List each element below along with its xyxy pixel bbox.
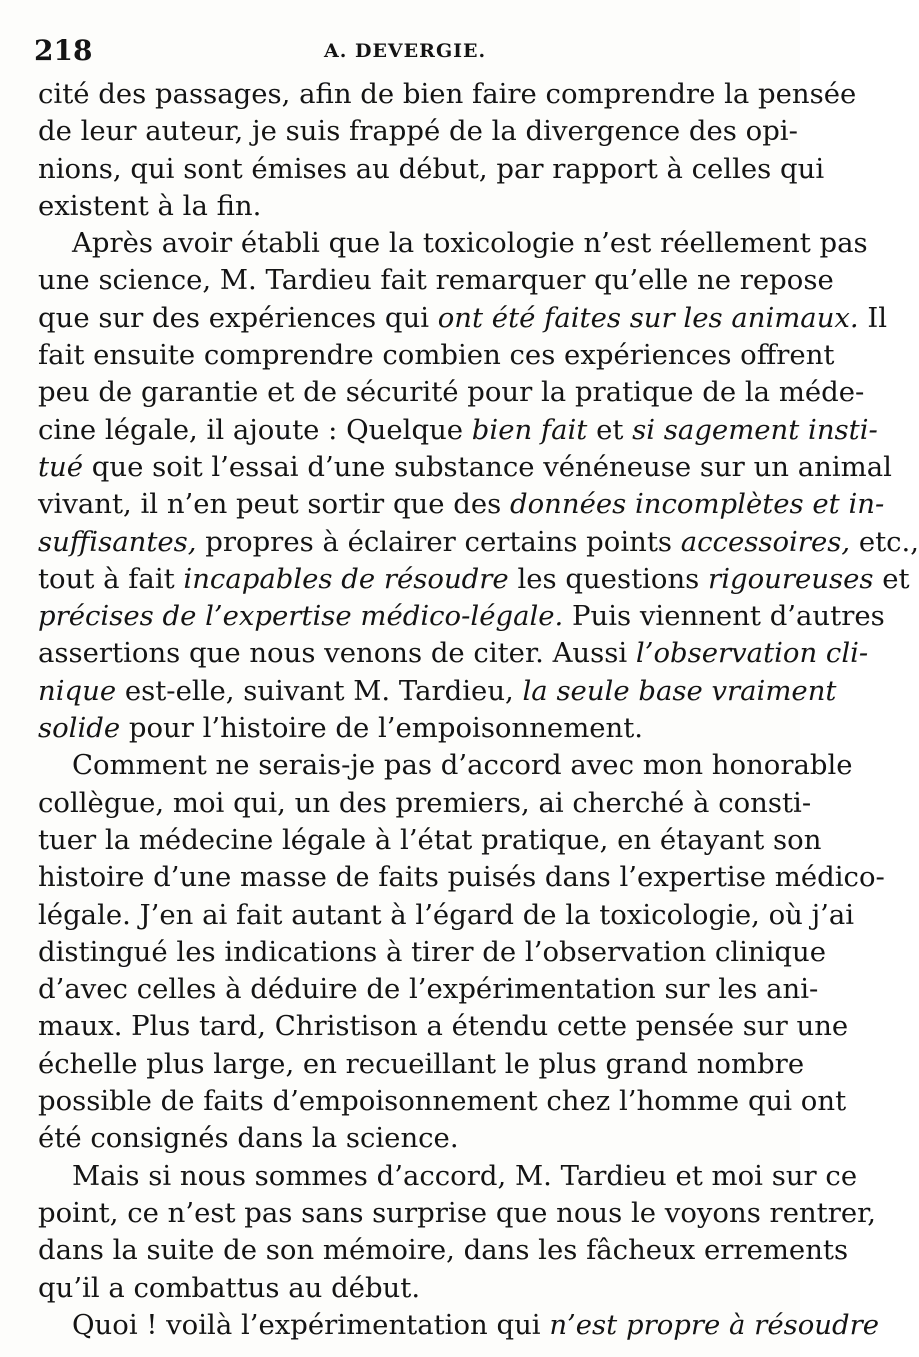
text-run: échelle plus large, en recueillant le plus grand nombre — [38, 1047, 805, 1080]
text-run: existent à la fin. — [38, 189, 262, 222]
text-line — [38, 151, 825, 188]
text-line — [38, 747, 853, 784]
italic-text: n’est propre à résoudre — [549, 1308, 879, 1341]
italic-text: la seule base vraiment — [522, 674, 837, 707]
italic-text: l’observation cli- — [635, 637, 869, 670]
text-run: est-elle, suivant M. Tardieu, — [116, 674, 523, 707]
text-line — [38, 300, 888, 337]
text-line — [38, 374, 865, 411]
text-line — [38, 635, 869, 672]
text-line — [38, 337, 835, 374]
text-run: tuer la médecine légale à l’état pratique, en étayant son — [38, 823, 822, 856]
text-line — [38, 412, 878, 449]
text-run: fait ensuite comprendre combien ces expériences offrent — [38, 339, 835, 372]
running-title: A. DEVERGIE. — [324, 40, 487, 62]
paragraph — [38, 747, 885, 1157]
text-run: une science, M. Tardieu fait remarquer qu’elle ne repose — [38, 264, 834, 297]
text-line — [38, 1083, 847, 1120]
text-line — [38, 673, 837, 710]
text-line — [38, 561, 910, 598]
text-run: peu de garantie et de sécurité pour la pratique de la méde- — [38, 376, 865, 409]
text-line — [38, 598, 885, 635]
text-line — [38, 449, 892, 486]
text-run: et — [873, 562, 910, 595]
italic-text: bien fait — [471, 413, 588, 446]
text-line — [38, 934, 827, 971]
text-run: que soit l’essai d’une substance vénéneuse sur un animal — [83, 450, 892, 483]
text-run: dans la suite de son mémoire, dans les fâcheux errements — [38, 1234, 849, 1267]
text-line — [38, 710, 766, 747]
italic-text: suffisantes, — [38, 525, 197, 558]
text-run: histoire d’une masse de faits puisés dans l’expertise médico- — [38, 861, 885, 894]
text-run: maux. Plus tard, Christison a étendu cette pensée sur une — [38, 1010, 849, 1043]
text-line — [38, 785, 812, 822]
text-line — [38, 1232, 849, 1269]
text-run: Comment ne serais-je pas d’accord avec mon honorable — [72, 749, 853, 782]
italic-text: données incomplètes et in- — [510, 488, 885, 521]
text-run: possible de faits d’empoisonnement chez l’homme qui ont — [38, 1085, 847, 1118]
text-line — [38, 971, 819, 1008]
italic-text: incapables de résoudre — [183, 562, 509, 595]
text-line — [38, 1195, 877, 1232]
text-line — [38, 859, 885, 896]
text-line — [38, 524, 919, 561]
text-line — [38, 1120, 766, 1157]
running-head — [34, 34, 774, 70]
text-line — [38, 1307, 879, 1344]
body-text — [38, 76, 919, 1344]
italic-text: solide — [38, 712, 121, 745]
text-run: les questions — [508, 562, 709, 595]
text-run: Il — [858, 301, 888, 334]
text-run: collègue, moi qui, un des premiers, ai cherché à consti- — [38, 786, 812, 819]
text-run: nions, qui sont émises au début, par rapport à celles qui — [38, 152, 825, 185]
text-line — [38, 822, 822, 859]
text-line — [38, 1008, 849, 1045]
page-number: 218 — [34, 34, 93, 67]
text-line — [38, 897, 855, 934]
text-line — [38, 262, 834, 299]
italic-text: ont été faites sur les animaux. — [437, 301, 859, 334]
text-line — [38, 113, 798, 150]
text-line — [38, 486, 885, 523]
text-run: et — [587, 413, 633, 446]
text-run: cité des passages, afin de bien faire comprendre la pensée — [38, 78, 857, 110]
text-run: tout à fait — [38, 562, 184, 595]
text-run: d’avec celles à déduire de l’expérimentation sur les ani- — [38, 973, 819, 1006]
text-line — [38, 1270, 766, 1307]
text-line — [38, 1158, 858, 1195]
text-run: Mais si nous sommes d’accord, M. Tardieu et moi sur ce — [72, 1159, 858, 1192]
text-run: de leur auteur, je suis frappé de la divergence des opi- — [38, 115, 798, 148]
text-run: Puis viennent d’autres — [563, 600, 885, 633]
paragraph — [38, 76, 857, 225]
text-run: distingué les indications à tirer de l’observation clinique — [38, 935, 827, 968]
paragraph — [38, 1307, 879, 1344]
text-run: Après avoir établi que la toxicologie n’est réellement pas — [72, 227, 868, 260]
italic-text: accessoires, — [680, 525, 851, 558]
paragraph — [38, 1158, 877, 1307]
italic-text: précises de l’expertise médico-légale. — [38, 600, 564, 633]
paragraph — [38, 225, 919, 747]
text-line — [38, 76, 857, 113]
text-run: propres à éclairer certains points — [196, 525, 681, 558]
text-line — [38, 1046, 805, 1083]
text-run: assertions que nous venons de citer. Aussi — [38, 637, 636, 670]
text-run: point, ce n’est pas sans surprise que nous le voyons rentrer, — [38, 1196, 877, 1229]
text-run: pour l’histoire de l’empoisonnement. — [120, 712, 644, 745]
text-run: vivant, il n’en peut sortir que des — [38, 488, 511, 521]
text-run: légale. J’en ai fait autant à l’égard de la toxicologie, où j’ai — [38, 898, 855, 931]
text-run: été consignés dans la science. — [38, 1122, 459, 1155]
text-run: que sur des expériences qui — [38, 301, 438, 334]
text-run: cine légale, il ajoute : Quelque — [38, 413, 472, 446]
italic-text: rigoureuses — [708, 562, 874, 595]
italic-text: tué — [38, 450, 84, 483]
italic-text: si sagement insti- — [632, 413, 878, 446]
text-run: qu’il a combattus au début. — [38, 1271, 421, 1304]
text-run: Quoi ! voilà l’expérimentation qui — [72, 1308, 550, 1341]
text-run: etc., — [850, 525, 919, 558]
italic-text: nique — [38, 674, 117, 707]
text-line — [38, 225, 868, 262]
text-line — [38, 188, 766, 225]
